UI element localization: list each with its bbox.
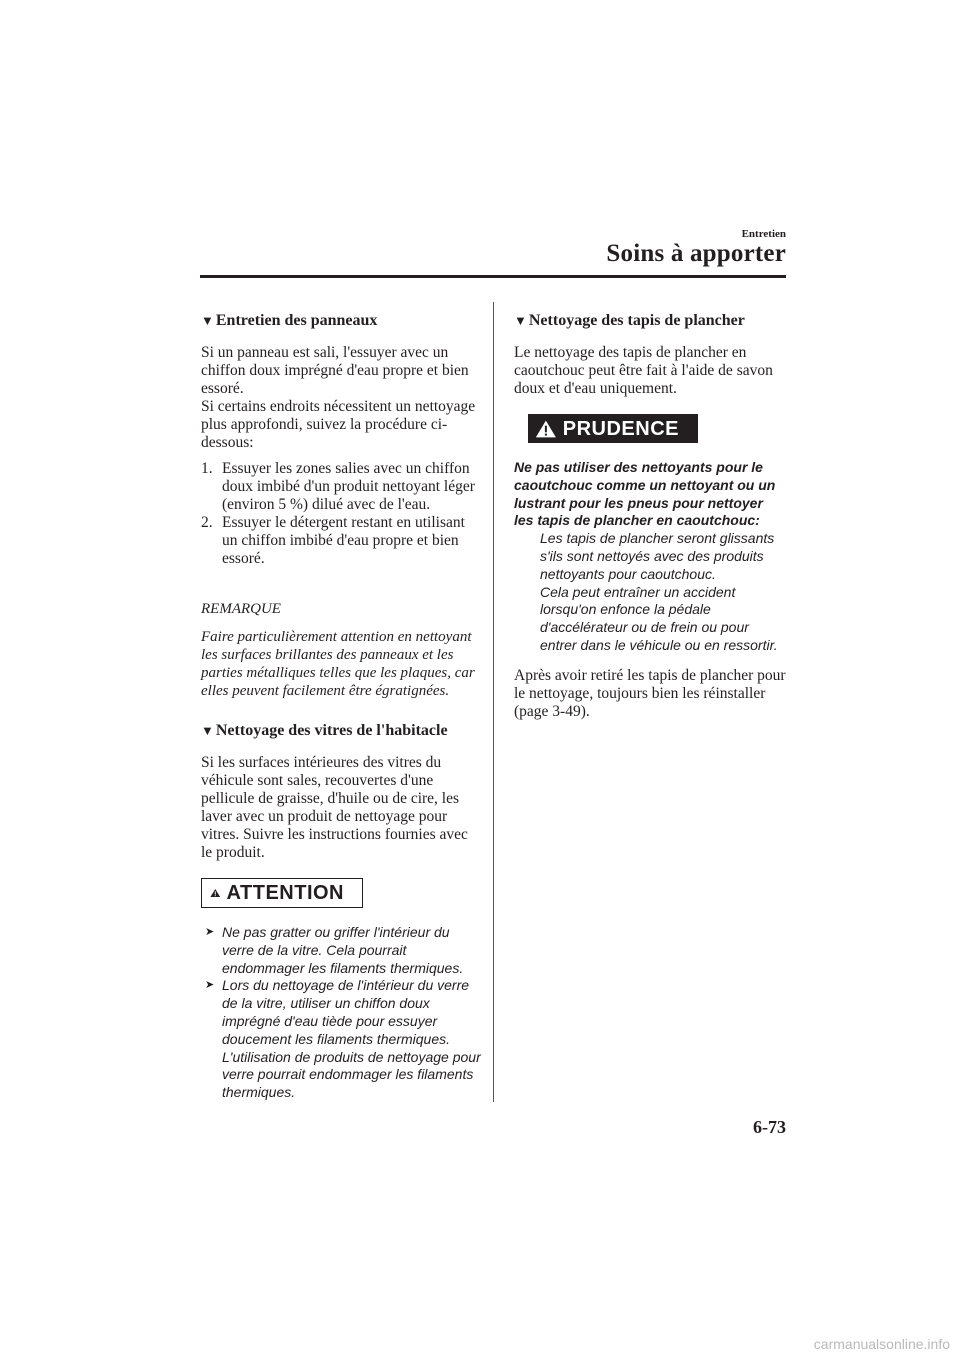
panels-steps	[201, 460, 481, 568]
column-divider	[493, 302, 494, 1102]
chevron-right-icon: ➤	[205, 979, 215, 992]
note-title: REMARQUE	[201, 601, 281, 617]
page-number: 6-73	[753, 1117, 786, 1137]
attention-list	[201, 924, 481, 1102]
section-heading-windows: ▼ Nettoyage des vitres de l'habitacle	[201, 722, 448, 739]
note-text: Faire particulièrement attention en nettoyant les surfaces brillantes des panneaux et les parties métalliques telles que les plaques, car elles peuvent facilement être égratignées.	[201, 629, 475, 699]
triangle-down-icon: ▼	[514, 313, 527, 328]
triangle-down-icon: ▼	[201, 723, 214, 738]
header-section: Entretien	[741, 228, 786, 240]
windows-text: Si les surfaces intérieures des vitres du véhicule sont sales, recouvertes d'une pellicule de graisse, d'huile ou de cire, les laver avec un produit de nettoyage pour vitres. Suivre les instructions fournies avec le produit.	[201, 754, 468, 861]
page-title: Soins à apporter	[606, 240, 786, 267]
warning-icon	[535, 418, 557, 440]
chevron-right-icon: ➤	[205, 926, 215, 938]
caution-lead: Ne pas utiliser des nettoyants pour le caoutchouc comme un nettoyant ou un lustrant pour les pneus pour nettoyer les tapis de plancher en caoutchouc:	[514, 459, 776, 529]
list-item: ➤ Ne pas gratter ou griffer l'intérieur du verre de la vitre. Cela pourrait endommager les filaments thermiques.	[205, 924, 464, 976]
triangle-down-icon: ▼	[201, 313, 214, 328]
caution-banner: PRUDENCE	[528, 414, 698, 443]
warning-icon	[210, 882, 221, 904]
mats-text: Le nettoyage des tapis de plancher en caoutchouc peut être fait à l'aide de savon doux et d'eau uniquement.	[514, 344, 773, 397]
list-item: 1. Essuyer les zones salies avec un chiffon doux imbibé d'un produit nettoyant léger (environ 5 %) dilué avec de l'eau.	[201, 460, 475, 513]
panels-intro: Si un panneau est sali, l'essuyer avec un chiffon doux imprégné d'eau propre et bien essoré.	[201, 344, 469, 397]
caution-body: Les tapis de plancher seront glissants s'ils sont nettoyés avec des produits nettoyants pour caoutchouc. Cela peut entraîner un accident lorsqu'on enfonce la pédale d'accélérateur ou de frein ou pour entrer dans le véhicule ou en ressortir.	[540, 530, 778, 653]
panels-intro-2: Si certains endroits nécessitent un nettoyage plus approfondi, suivez la procédure ci-dessous:	[201, 398, 476, 451]
list-item: ➤ Lors du nettoyage de l'intérieur du verre de la vitre, utiliser un chiffon doux imprégné d'eau tiède pour essuyer doucement les filaments thermiques. L'utilisation de produits de nettoyage pour verre pourrait endommager les filaments thermiques.	[205, 977, 481, 1101]
section-heading-panels: ▼ Entretien des panneaux	[201, 312, 378, 329]
attention-banner: ATTENTION	[201, 878, 363, 908]
list-item: 2. Essuyer le détergent restant en utilisant un chiffon imbibé d'eau propre et bien essoré.	[201, 514, 465, 567]
watermark: carmanualsonline.info	[813, 1336, 950, 1352]
right-column	[514, 311, 786, 729]
header-rule	[200, 275, 786, 278]
left-column	[201, 311, 481, 1102]
section-heading-mats: ▼ Nettoyage des tapis de plancher	[514, 312, 745, 329]
mats-after: Après avoir retiré les tapis de plancher pour le nettoyage, toujours bien les réinstaller (page 3-49).	[514, 666, 786, 720]
